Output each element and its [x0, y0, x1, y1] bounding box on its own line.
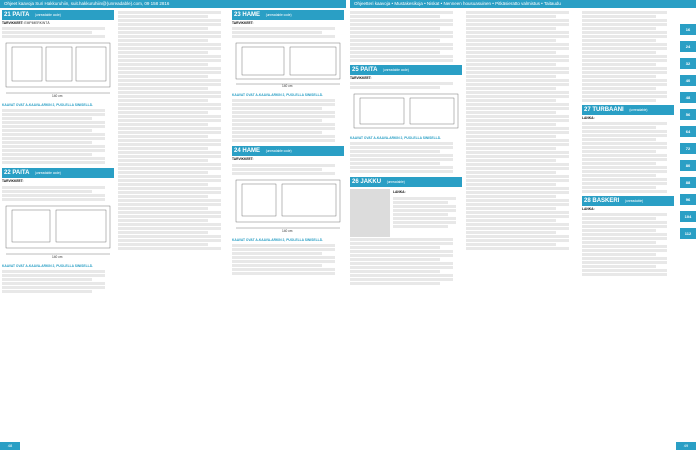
- section-22-header: 22 PAITA (unreadable code): [2, 168, 114, 178]
- tab-item[interactable]: 32: [680, 58, 696, 69]
- page-number-right: 49: [676, 442, 696, 450]
- cutting-diagram-23: 140 cm: [232, 39, 344, 91]
- section-number: 21: [4, 12, 11, 18]
- section-23-header: 23 HAME (unreadable code): [232, 10, 344, 20]
- cutting-diagram-22: 140 cm: [2, 202, 114, 262]
- section-28-header: 28 BASKERI (unreadable): [582, 196, 674, 206]
- cutting-diagram-25: [350, 90, 462, 134]
- size-tabs: [680, 24, 696, 245]
- tab-item[interactable]: 88: [680, 177, 696, 188]
- column-1: 21 PAITA (unreadable code) TARVIKKEET: EMPIMERKINTÄ 140 cm KAAVAT OVAT A-KAAVA-ARKIN 2, PUOLELLA SINISELLÄ. 22 PAITA (unreadable code) TARVIKKEET: 140 cm KAAVAT OVAT A-KAAVA-ARKIN 2, PUOLELLA SINISELLÄ.: [2, 10, 114, 294]
- column-2: [118, 10, 230, 251]
- section-title: PAITA: [12, 12, 30, 18]
- section-sku: (unreadable code): [34, 13, 61, 17]
- tab-item[interactable]: 56: [680, 109, 696, 120]
- jacket-photo: [350, 189, 390, 237]
- tab-item[interactable]: 48: [680, 92, 696, 103]
- dimension-label: 140 cm: [52, 94, 63, 99]
- section-27-header: 27 TURBAANI (unreadable): [582, 105, 674, 115]
- page-number-left: 48: [0, 442, 20, 450]
- section-21-header: [2, 10, 114, 20]
- tab-item[interactable]: 16: [680, 24, 696, 35]
- tab-item[interactable]: 64: [680, 126, 696, 137]
- materials-label: EMPIMERKINTÄ: [24, 21, 50, 25]
- column-6: 27 TURBAANI (unreadable) LANKA: 28 BASKERI (unreadable) LANKA:: [582, 10, 674, 277]
- materials-text: TARVIKKEET: EMPIMERKINTÄ: [2, 21, 50, 25]
- section-24-header: 24 HAME (unreadable code): [232, 146, 344, 156]
- tab-item[interactable]: 24: [680, 41, 696, 52]
- top-banner-right: Ohjeetteri kaavoja • Mustakesikoja • Niskat • Nenneen housuasuinen • Pitkäsieratto valmistus • Taitaudu: [350, 0, 696, 8]
- top-banner-left: Ohjeet kaavoja Suri Hakkuruhiin, suit.hakkuruhiin@(unreadable).com, 09 158 2816: [0, 0, 346, 8]
- tab-item[interactable]: 40: [680, 75, 696, 86]
- tab-item[interactable]: 96: [680, 194, 696, 205]
- section-26-header: 26 JAKKU (unreadable): [350, 177, 462, 187]
- cutting-diagram-24: 140 cm: [232, 176, 344, 236]
- tab-item[interactable]: 112: [680, 228, 696, 239]
- column-3: 23 HAME (unreadable code) TARVIKKEET: 140 cm KAAVAT OVAT A-KAAVA-ARKIN 2, PUOLELLA SINISELLÄ. 24 HAME (unreadable code) TARVIKKEET: 140 cm KAAVAT OVAT A-KAAVA-ARKIN 2, PUOLELLA SINISELLÄ.: [232, 10, 344, 276]
- tab-item[interactable]: 80: [680, 160, 696, 171]
- column-5: [466, 10, 578, 251]
- tab-item[interactable]: 72: [680, 143, 696, 154]
- column-4: 25 PAITA (unreadable code) TARVIKKEET: KAAVAT OVAT A-KAAVA-ARKIN 2, PUOLELLA SINISELLÄ. 26 JAKKU (unreadable) LANKA:: [350, 10, 462, 286]
- pattern-note: KAAVAT OVAT A-KAAVA-ARKIN 2, PUOLELLA SINISELLÄ.: [2, 103, 93, 108]
- section-25-header: 25 PAITA (unreadable code): [350, 65, 462, 75]
- cutting-diagram-21: [2, 39, 114, 101]
- tab-item[interactable]: 104: [680, 211, 696, 222]
